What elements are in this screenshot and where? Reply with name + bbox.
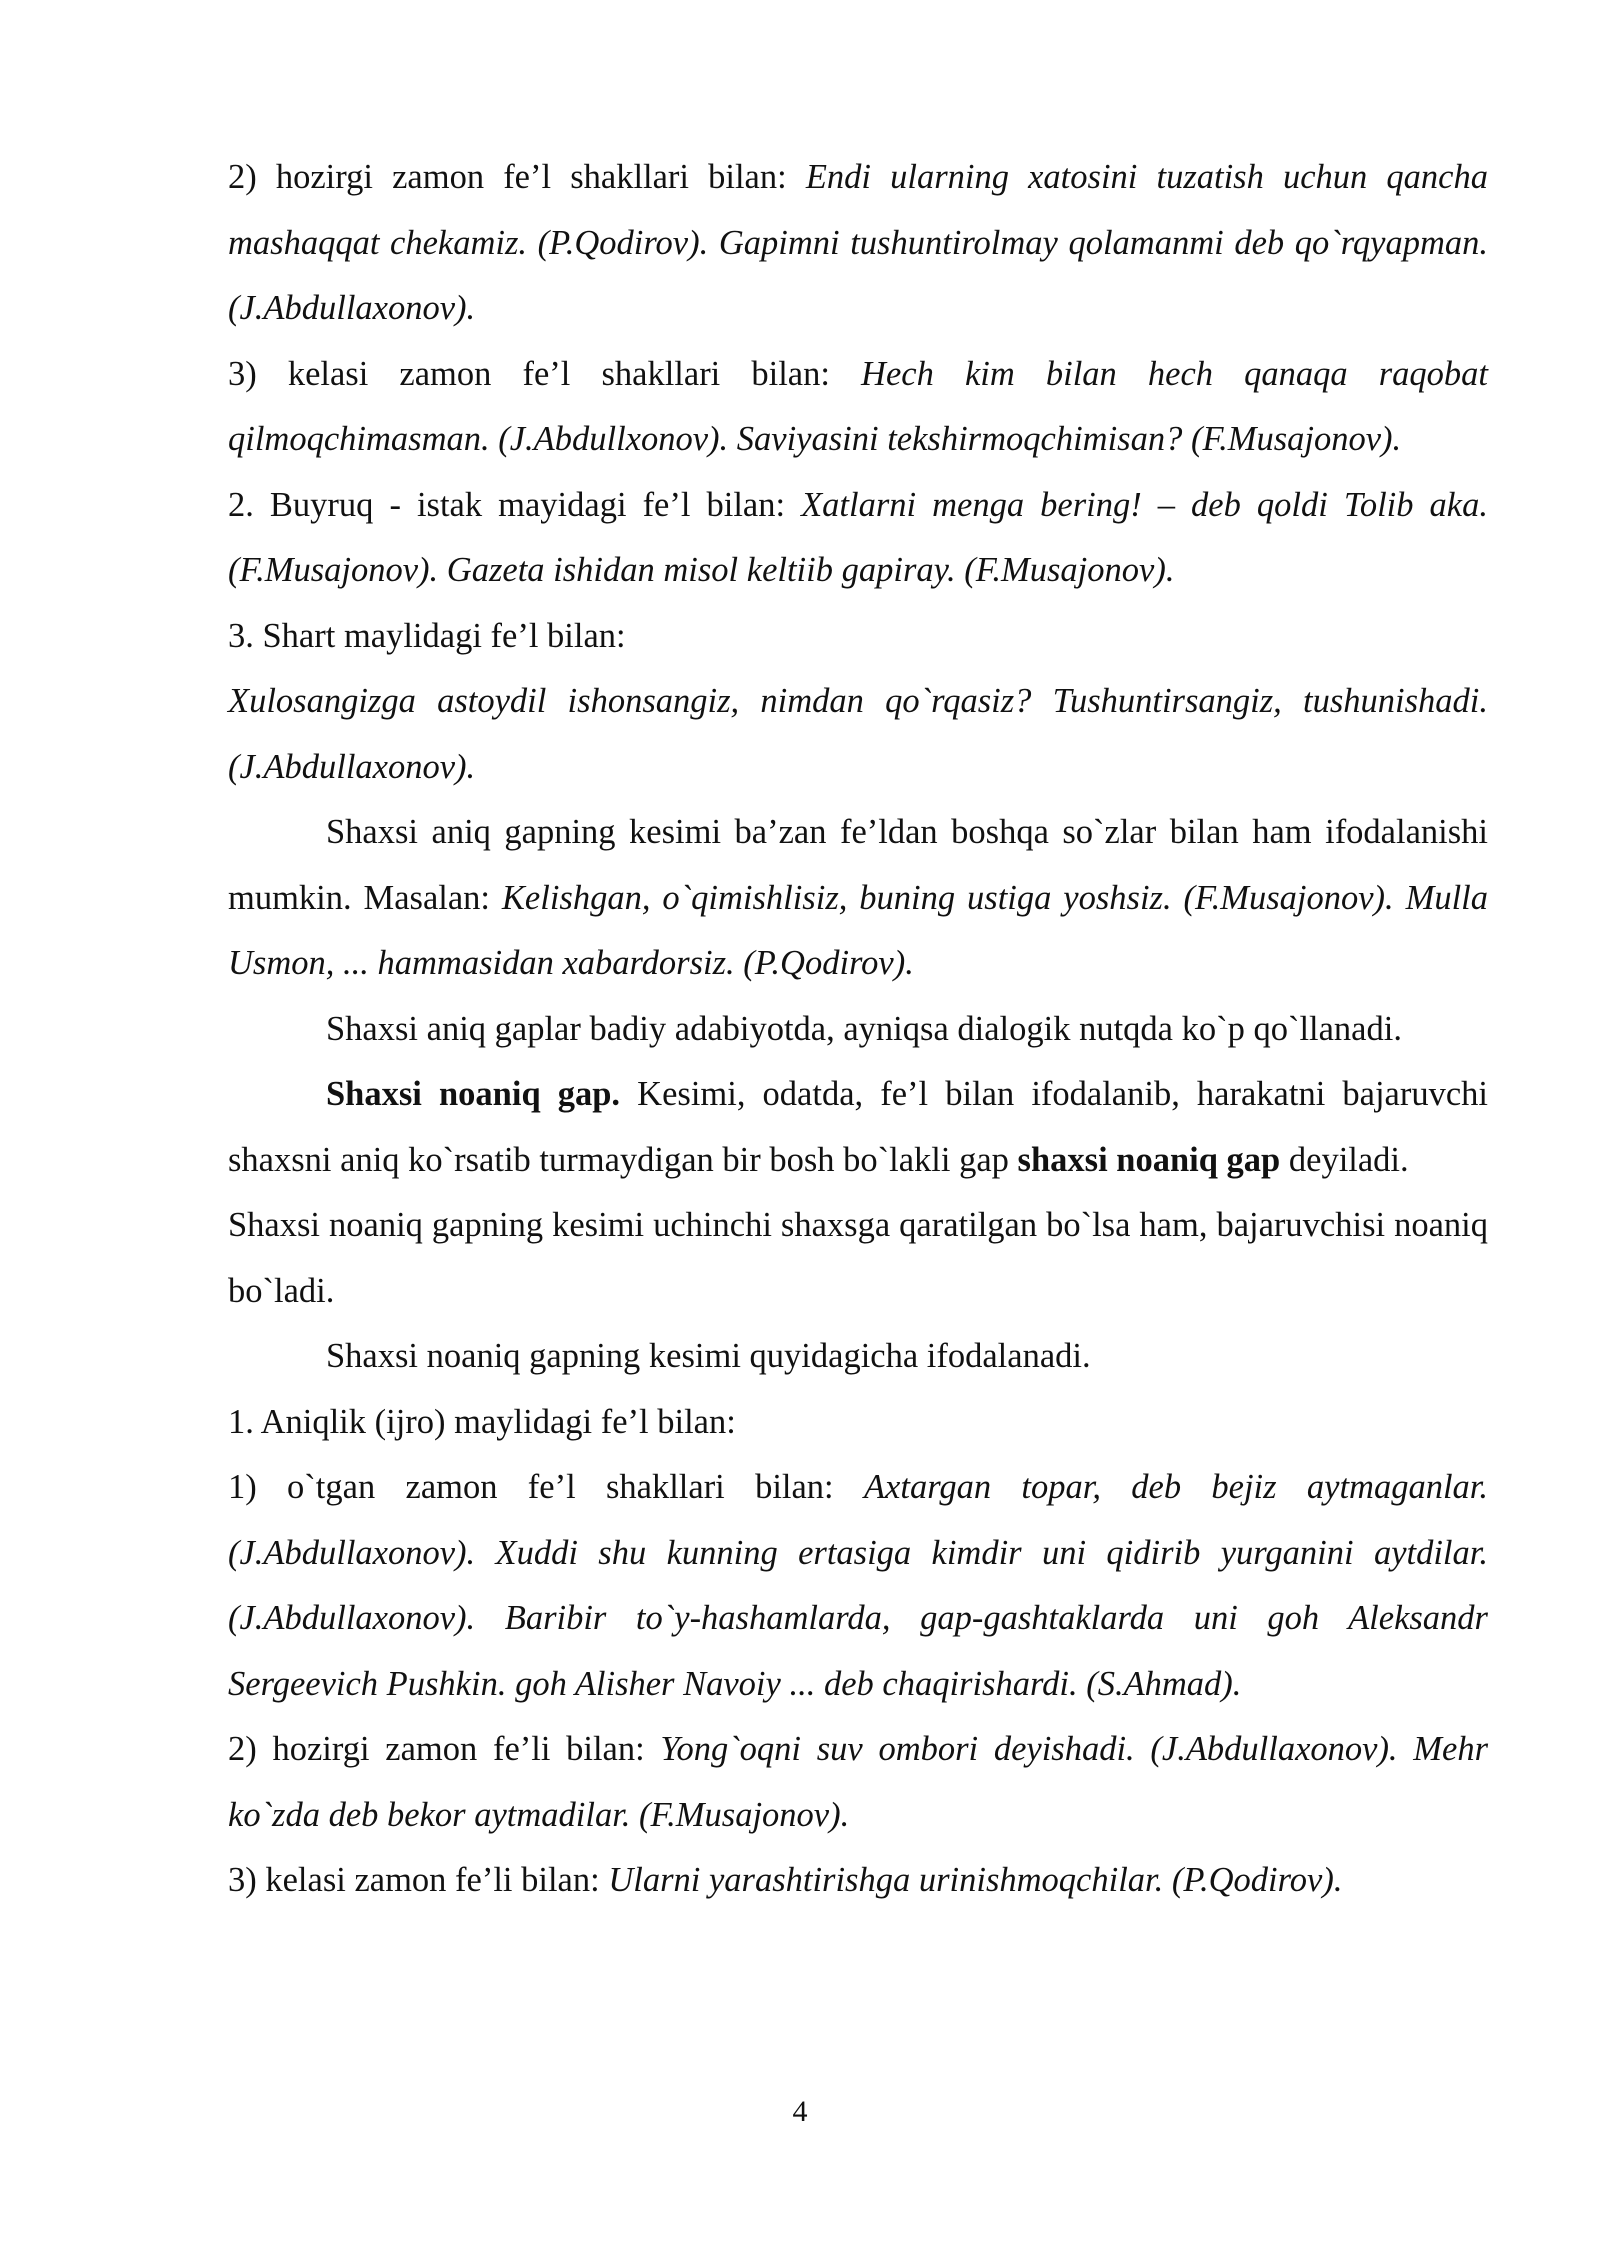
example-citation: Endi ularning xatosini tuzatish uchun qancha mashaqqat chekamiz. (P.Qodirov). Gapimni tushuntirolmay qolamanmi deb qo`rqyapman. (J.Abdullaxonov).	[228, 158, 1488, 327]
paragraph	[228, 342, 1488, 473]
example-citation: Ularni yarashtirishga urinishmoqchilar. (P.Qodirov).	[608, 1861, 1343, 1899]
paragraph-text: 3. Shart maylidagi fe’l bilan:	[228, 616, 626, 655]
example-citation: Yong`oqni suv ombori deyishadi. (J.Abdullaxonov). Mehr ko`zda deb bekor aytmadilar. (F.Musajonov).	[228, 1730, 1489, 1834]
bold-term: shaxsi noaniq gap	[1017, 1140, 1281, 1179]
example-citation: Xatlarni menga bering! – deb qoldi Tolib aka. (F.Musajonov). Gazeta ishidan misol keltiib gapiray. (F.Musajonov).	[228, 485, 1488, 589]
paragraph-text: 1. Aniqlik (ijro) maylidagi fe’l bilan:	[228, 1402, 736, 1441]
paragraph-text: Shaxsi noaniq gapning kesimi quyidagicha ifodalanadi.	[326, 1337, 1091, 1375]
paragraph	[228, 1455, 1488, 1717]
paragraph-text: Shaxsi aniq gapning kesimi ba’zan fe’ldan boshqa so`zlar bilan ham ifodalanishi mumkin. Masalan:	[228, 813, 1488, 917]
paragraph-text: Kesimi, odatda, fe’l bilan ifodalanib, harakatni bajaruvchi shaxsni aniq ko`rsatib turmaydigan bir bosh bo`lakli gap	[228, 1075, 1488, 1179]
page-number: 4	[792, 2095, 808, 2128]
paragraph	[228, 473, 1488, 604]
bold-term: Shaxsi noaniq gap.	[326, 1075, 621, 1113]
paragraph-text: 3) kelasi zamon fe’l shakllari bilan:	[228, 354, 862, 393]
paragraph-text: 3) kelasi zamon fe’li bilan:	[228, 1861, 609, 1899]
paragraph	[228, 1848, 1488, 1914]
paragraph	[228, 1324, 1488, 1390]
paragraph	[228, 604, 1488, 670]
paragraph	[228, 1717, 1488, 1848]
paragraph	[228, 145, 1488, 342]
paragraph-text: 2. Buyruq - istak mayidagi fe’l bilan:	[228, 485, 802, 524]
paragraph	[228, 1062, 1488, 1193]
paragraph-text: 1) o`tgan zamon fe’l shakllari bilan:	[228, 1468, 864, 1506]
example-citation: Hech kim bilan hech qanaqa raqobat qilmoqchimasman. (J.Abdullxonov). Saviyasini tekshirmoqchimisan? (F.Musajonov).	[228, 354, 1488, 458]
example-citation: Kelishgan, o`qimishlisiz, buning ustiga yoshsiz. (F.Musajonov). Mulla Usmon, ... hammasidan xabardorsiz. (P.Qodirov).	[228, 878, 1488, 982]
paragraph	[228, 997, 1488, 1063]
paragraph-text: Shaxsi noaniq gapning kesimi uchinchi shaxsga qaratilgan bo`lsa ham, bajaruvchisi noaniq bo`ladi.	[228, 1206, 1488, 1310]
example-citation: Axtargan topar, deb bejiz aytmaganlar. (J.Abdullaxonov). Xuddi shu kunning ertasiga kimdir uni qidirib yurganini aytdilar. (J.Abdullaxonov). Baribir to`y-hashamlarda, gap-gashtaklarda uni goh Aleksandr Sergeevich Pushkin. goh Alisher Navoiy ... deb chaqirishardi. (S.Ahmad).	[228, 1468, 1489, 1703]
paragraph-text: 2) hozirgi zamon fe’l shakllari bilan:	[228, 158, 806, 196]
paragraph	[228, 1390, 1488, 1456]
paragraph-text: deyiladi.	[1280, 1140, 1409, 1179]
example-citation: Xulosangizga astoydil ishonsangiz, nimdan qo`rqasiz? Tushuntirsangiz, tushunishadi. (J.Abdullaxonov).	[228, 682, 1488, 786]
paragraph-text: Shaxsi aniq gaplar badiy adabiyotda, ayniqsa dialogik nutqda ko`p qo`llanadi.	[326, 1009, 1402, 1048]
paragraph	[228, 1193, 1488, 1324]
paragraph	[228, 800, 1488, 997]
paragraph-text: 2) hozirgi zamon fe’li bilan:	[228, 1730, 661, 1768]
paragraph	[228, 669, 1488, 800]
document-body	[228, 145, 1488, 1914]
